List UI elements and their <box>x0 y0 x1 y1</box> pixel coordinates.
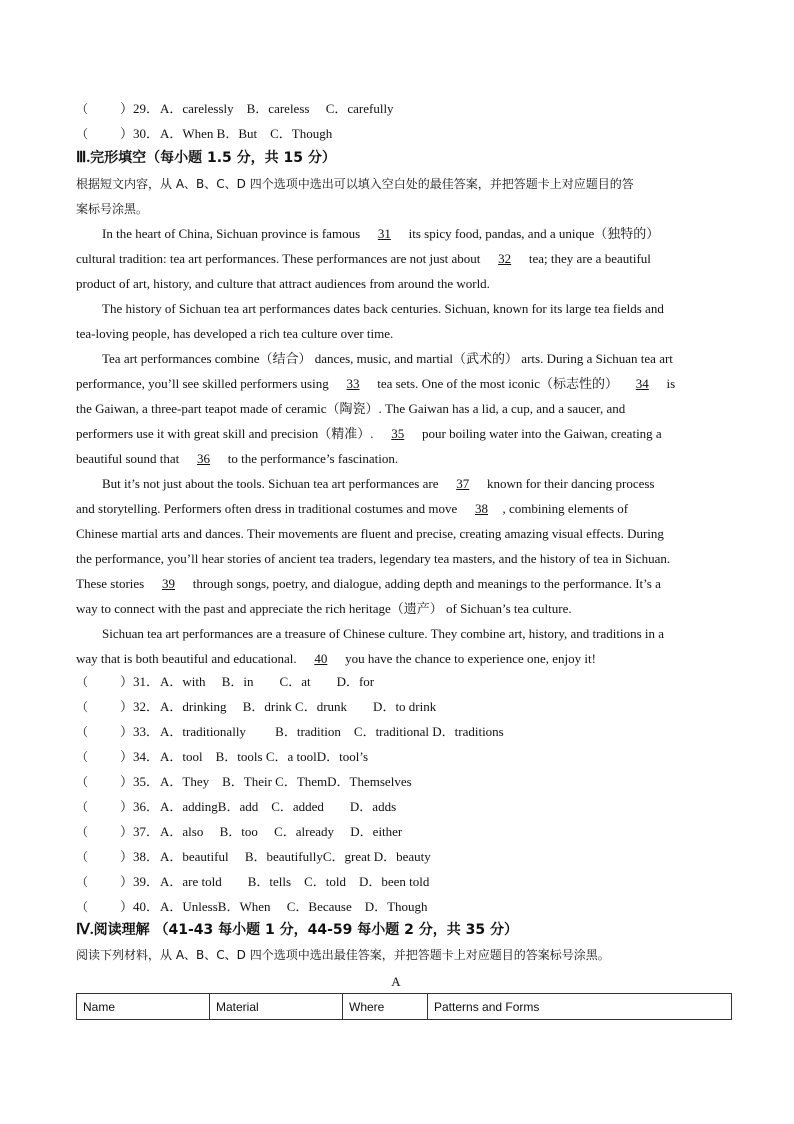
blank-33: 33 <box>346 376 360 391</box>
passage-line: cultural tradition: tea art performances. These performances are not just about 32 tea; they are a beautiful <box>76 246 732 271</box>
passage-line: These stories 39 through songs, poetry, and dialogue, adding depth and meanings to the performance. It’s a <box>76 571 732 596</box>
passage-line: tea-loving people, has developed a rich tea culture over time. <box>76 326 394 341</box>
question-37: （ ）37．A．also B．too C．already D．either <box>76 824 403 839</box>
passage-line: Sichuan tea art performances are a treasure of Chinese culture. They combine art, history, and traditions in a <box>102 626 665 641</box>
question-33: （ ）33．A．traditionally B．tradition C．traditional D．traditions <box>76 724 504 739</box>
question-29: （ ）29．A．carelessly B．careless C．carefully <box>76 101 394 116</box>
passage-line: The history of Sichuan tea art performances dates back centuries. Sichuan, known for its large tea fields and <box>102 301 664 316</box>
passage-line: way that is both beautiful and educational. 40 you have the chance to experience one, enjoy it! <box>76 646 732 671</box>
passage-line: beautiful sound that 36 to the performance’s fascination. <box>76 446 732 471</box>
table-header-patterns: Patterns and Forms <box>428 994 732 1020</box>
blank-40: 40 <box>314 651 328 666</box>
passage-line: performers use it with great skill and precision（精准）. 35 pour boiling water into the Gaiwan, creating a <box>76 421 732 446</box>
blank-31: 31 <box>377 226 391 241</box>
passage-line: product of art, history, and culture that attract audiences from around the world. <box>76 276 490 291</box>
question-39: （ ）39．A．are told B．tells C．told D．been told <box>76 874 430 889</box>
section-3-instruction-cont: 案标号涂黑。 <box>76 202 149 216</box>
table-header-name: Name <box>77 994 210 1020</box>
question-30: （ ）30．A．When B．But C．Though <box>76 126 333 141</box>
passage-line: way to connect with the past and appreciate the rich heritage（遗产） of Sichuan’s tea culture. <box>76 601 572 616</box>
blank-32: 32 <box>498 251 512 266</box>
passage-line: the performance, you’ll hear stories of ancient tea traders, legendary tea masters, and the history of tea in Sichuan. <box>76 551 671 566</box>
blank-35: 35 <box>391 426 405 441</box>
question-32: （ ）32．A．drinking B．drink C．drunk D．to drink <box>76 699 437 714</box>
cloze-passage <box>76 221 732 671</box>
passage-line: Tea art performances combine（结合） dances, music, and martial（武术的） arts. During a Sichuan tea art <box>102 351 673 366</box>
passage-line: and storytelling. Performers often dress in traditional costumes and move 38 , combining elements of <box>76 496 732 521</box>
passage-line: the Gaiwan, a three-part teapot made of ceramic（陶瓷）. The Gaiwan has a lid, a cup, and a saucer, and <box>76 401 626 416</box>
passage-line: performance, you’ll see skilled performers using 33 tea sets. One of the most iconic（标志性的） 34 is <box>76 371 732 396</box>
question-31: （ ）31．A．with B．in C．at D．for <box>76 674 375 689</box>
blank-34: 34 <box>635 376 649 391</box>
passage-line: In the heart of China, Sichuan province is famous 31 its spicy food, pandas, and a unique（独特的） <box>76 221 732 246</box>
question-38: （ ）38．A．beautiful B．beautifullyC．great D．beauty <box>76 849 431 864</box>
passage-line: But it’s not just about the tools. Sichuan tea art performances are 37 known for their dancing process <box>76 471 732 496</box>
blank-39: 39 <box>161 576 175 591</box>
section-3-instruction: 根据短文内容，从 A、B、C、D 四个选项中选出可以填入空白处的最佳答案，并把答题卡上对应题目的答 <box>76 177 634 191</box>
blank-37: 37 <box>456 476 470 491</box>
question-40: （ ）40．A．UnlessB．When C．Because D．Though <box>76 899 428 914</box>
question-34: （ ）34．A．tool B．tools C．a toolD．tool’s <box>76 749 369 764</box>
reading-table <box>76 993 732 1020</box>
section-3-heading: Ⅲ.完形填空（每小题 1.5 分，共 15 分） <box>76 150 336 166</box>
question-36: （ ）36．A．addingB．add C．added D．adds <box>76 799 397 814</box>
table-header-row <box>77 994 732 1020</box>
section-4-heading: Ⅳ.阅读理解 （41-43 每小题 1 分，44-59 每小题 2 分，共 35 分） <box>76 922 518 938</box>
table-header-material: Material <box>210 994 343 1020</box>
part-a-label: A <box>391 974 401 989</box>
section-4-instruction: 阅读下列材料，从 A、B、C、D 四个选项中选出最佳答案，并把答题卡上对应题目的答案标号涂黑。 <box>76 948 610 962</box>
blank-36: 36 <box>197 451 211 466</box>
blank-38: 38 <box>475 501 488 516</box>
passage-line: Chinese martial arts and dances. Their movements are fluent and precise, creating amazing visual effects. During <box>76 526 664 541</box>
table-header-where: Where <box>343 994 428 1020</box>
question-35: （ ）35．A．They B．Their C．ThemD．Themselves <box>76 774 412 789</box>
